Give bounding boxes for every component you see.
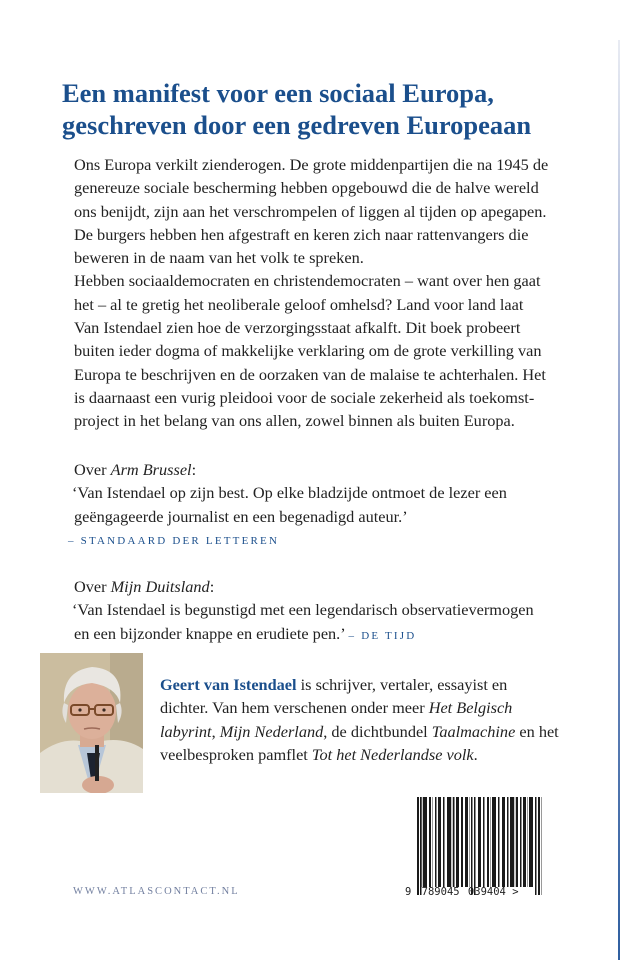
book-title: labyrint [160, 721, 212, 741]
blurb-text [74, 153, 554, 433]
quote-over-line: Over Mijn Duitsland: [74, 577, 215, 596]
blurb-line: project in het belang van ons allen, zowel binnen als buiten Europa. [74, 411, 515, 431]
blurb-line: Ons Europa verkilt zienderogen. De grote middenpartijen die na 1945 de [74, 155, 549, 174]
quote-over-line: Over Arm Brussel: [74, 460, 197, 479]
book-title: Mijn Duitsland [110, 577, 210, 596]
author-name: Geert van Istendael [160, 675, 297, 694]
blurb-line: genereuze sociale bescherming hebben opgebouwd die de halve wereld [74, 178, 539, 198]
author-bio-line: dichter. Van hem verschenen onder meer Het Belgisch [160, 698, 513, 718]
heading-line-1: Een manifest voor een sociaal Europa, [62, 78, 494, 108]
quote-text-line: ‘Van Istendael op zijn best. Op elke bladzijde ontmoet de lezer een [72, 483, 507, 503]
blurb-line: het – al te gretig het neoliberale geloof omhelsd? Land voor land laat [74, 294, 524, 314]
author-bio-line: Geert van Istendael is schrijver, vertaler, essayist en [160, 675, 508, 694]
quote-text-line: ‘Van Istendael is begunstigd met een legendarisch observatievermogen [72, 600, 534, 620]
book-title: Mijn Nederland [219, 721, 324, 741]
author-bio-line: labyrint, Mijn Nederland, de dichtbundel Taalmachine en het [160, 721, 559, 741]
quote-text-line: geëngageerde journalist en een begenadigd auteur.’ [74, 506, 408, 526]
isbn-digits: 9 789045 039404 > [405, 886, 519, 898]
blurb-line: Van Istendael zien hoe de verzorgingsstaat afkalft. Dit boek probeert [74, 318, 521, 338]
quote-text-line: en een bijzonder knappe en erudiete pen.’ – DE TIJD [74, 623, 417, 643]
book-title: Tot het Nederlandse volk [311, 744, 474, 764]
blurb-line: De burgers hebben hen afgestraft en keren zich naar rattenvangers die [74, 224, 529, 244]
publisher-website: WWW.ATLASCONTACT.NL [73, 886, 240, 897]
book-title: Het Belgisch [428, 698, 513, 718]
quote-source: – STANDAARD DER LETTEREN [68, 534, 280, 547]
blurb-line: Hebben sociaaldemocraten en christendemocraten – want over hen gaat [74, 271, 541, 291]
review-quote-arm-brussel [68, 458, 572, 552]
author-bio [160, 673, 580, 766]
blurb-line: beweren in de naam van het volk te spreken. [74, 248, 364, 268]
blurb-line: ons benijdt, zijn aan het verschrompelen of liggen al tijden op apegapen. [74, 201, 547, 221]
blurb-line: Europa te beschrijven en de oorzaken van de malaise te achterhalen. Het [74, 364, 546, 384]
blurb-line: buiten ieder dogma of makkelijke verklaring om de grote verkilling van [74, 341, 542, 361]
review-quote-mijn-duitsland [72, 575, 572, 648]
book-title: Arm Brussel [110, 460, 192, 479]
author-portrait-image [40, 653, 143, 793]
book-title: Taalmachine [431, 721, 516, 741]
heading-line-2: geschreven door een gedreven Europeaan [62, 110, 532, 140]
quote-source: – DE TIJD [348, 629, 417, 642]
blurb-line: is daarnaast een vurig pleidooi voor de sociale zekerheid als toekomst- [74, 387, 535, 407]
spine-edge-line [618, 40, 620, 960]
author-bio-line: veelbesproken pamflet Tot het Nederlandse volk. [160, 744, 478, 764]
cover-heading [62, 77, 582, 141]
author-photo [40, 653, 143, 793]
